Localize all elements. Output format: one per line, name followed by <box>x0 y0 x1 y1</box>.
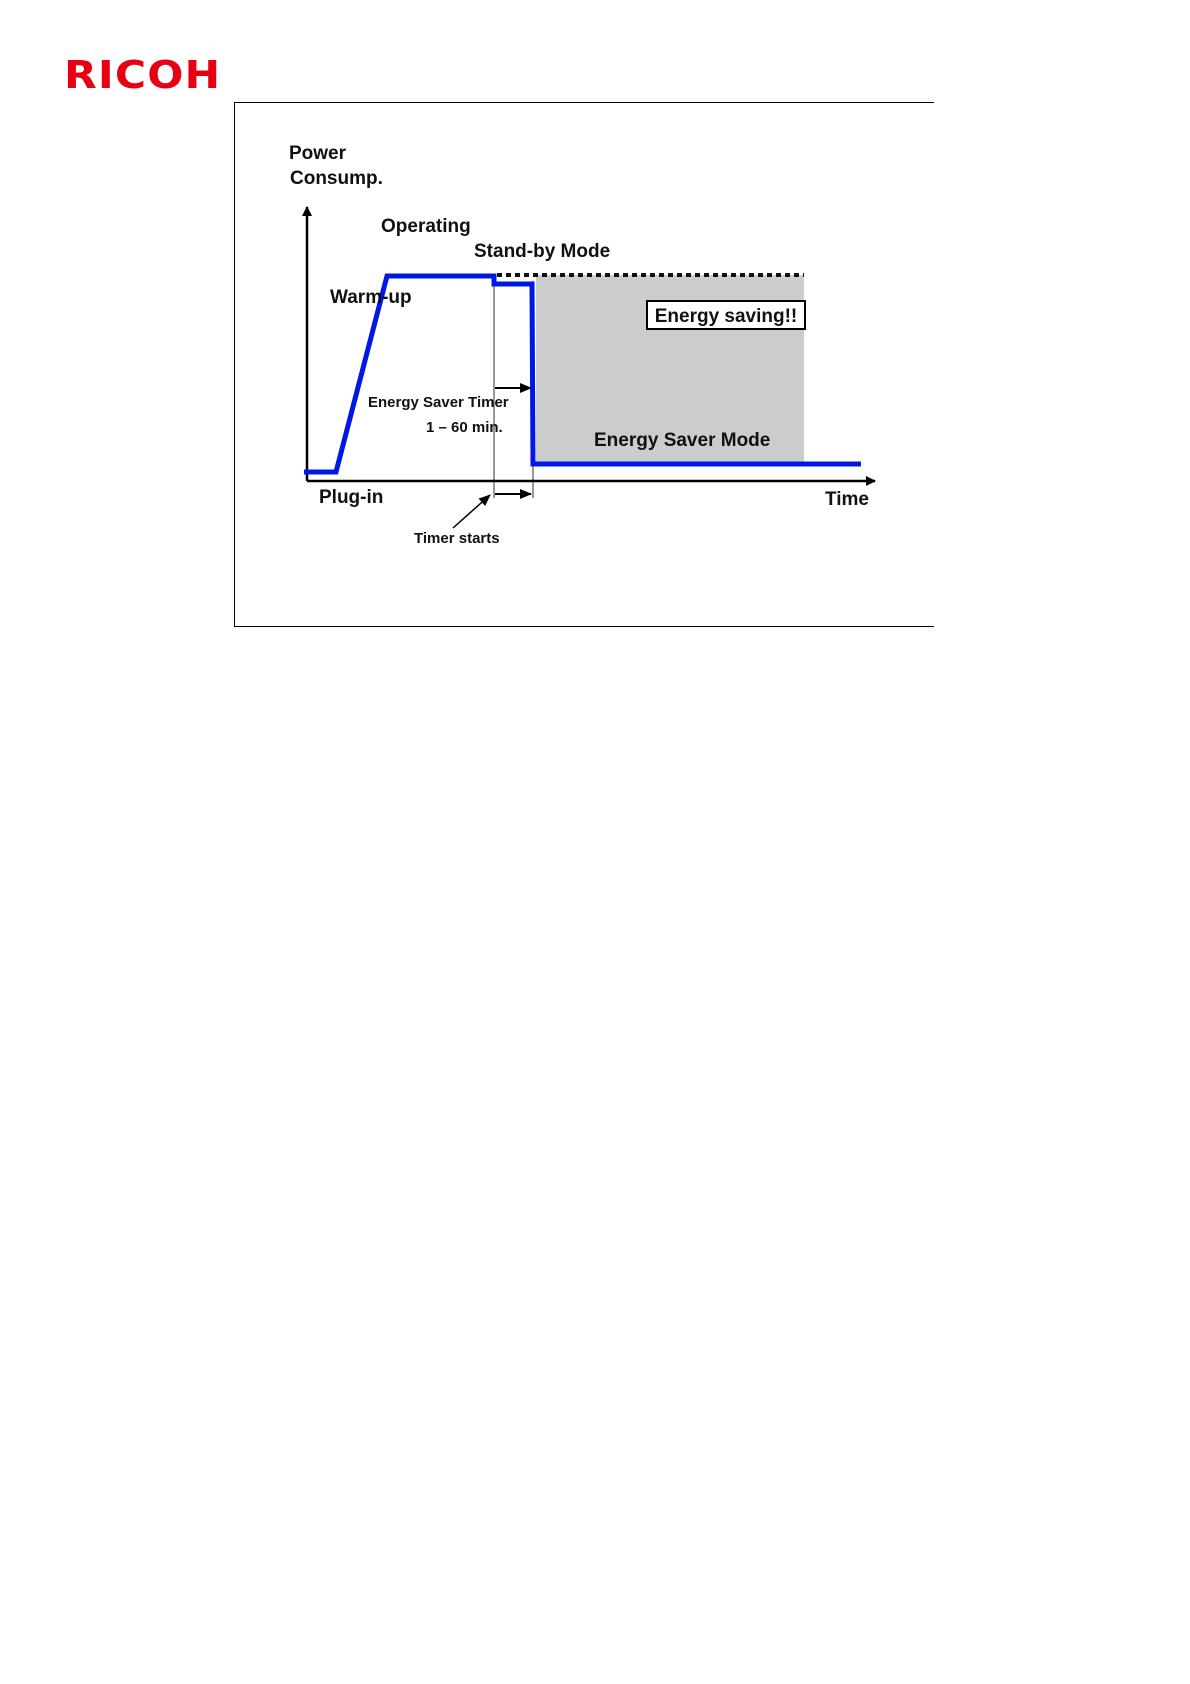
y-axis-label-line2: Consump. <box>290 168 383 189</box>
plug-in-label: Plug-in <box>319 487 384 508</box>
energy-saver-diagram <box>234 102 934 627</box>
y-axis-label-line1: Power <box>289 143 347 164</box>
timer-starts-label: Timer starts <box>414 530 500 547</box>
diagram-canvas <box>235 103 934 627</box>
energy-saving-label: Energy saving!! <box>654 306 798 327</box>
operating-label: Operating <box>381 216 471 237</box>
timer-range-label: 1 – 60 min. <box>426 419 503 436</box>
energy-saver-timer-label: Energy Saver Timer <box>368 394 509 411</box>
warmup-label: Warm-up <box>330 287 412 308</box>
standby-mode-label: Stand-by Mode <box>474 241 611 262</box>
ricoh-logo: RICOH <box>64 53 222 97</box>
x-axis-label: Time <box>825 489 870 510</box>
timer-starts-pointer <box>453 495 490 528</box>
energy-saver-mode-label: Energy Saver Mode <box>594 430 771 451</box>
